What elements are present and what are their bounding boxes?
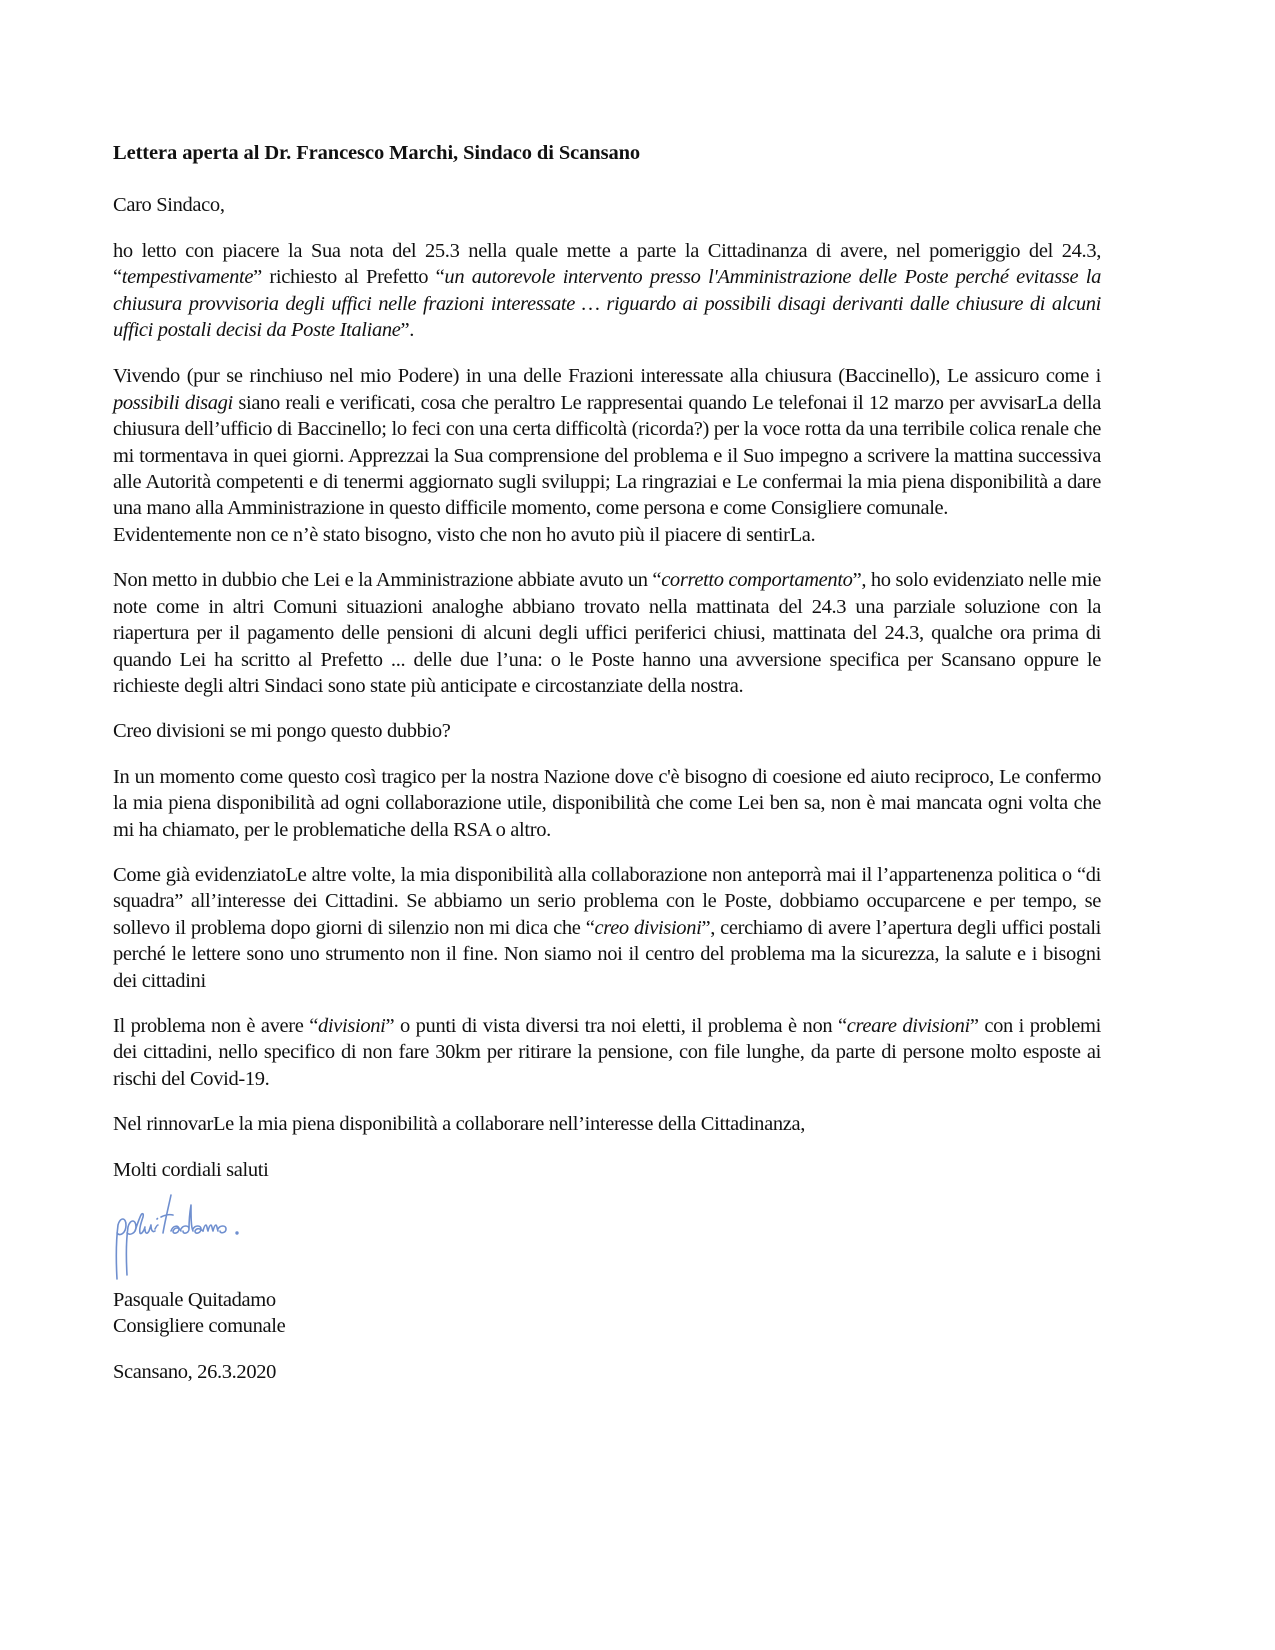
signer-name: Pasquale Quitadamo [113,1289,276,1311]
paragraph-7: Il problema non è avere “divisioni” o punti di vista diversi tra noi eletti, il problema è non “creare divisioni” con i problemi dei cittadini, nello specifico di non fare 30km per ritirare la pensione, con file lunghe, da parte di persone molto esposte ai rischi del Covid-19. [113,1014,1101,1090]
paragraph-1: ho letto con piacere la Sua nota del 25.3 nella quale mette a parte la Cittadinanza di avere, nel pomeriggio del 24.3, “tempestivamente” richiesto al Prefetto “un autorevole intervento presso l'Amministrazione delle Poste perché evitasse la chiusura provvisoria degli uffici nelle frazioni interessate … riguardo ai possibili disagi derivanti dalle chiusure di alcuni uffici postali decisi da Poste Italiane”. [113,239,1101,342]
paragraph-3: Non metto in dubbio che Lei e la Amministrazione abbiate avuto un “corretto comportamento”, ho solo evidenziato nelle mie note come in altri Comuni situazioni analoghe abbiano trovato nella mattinata del 24.3 una parziale soluzione con la riapertura per il pagamento delle pensioni di alcuni degli uffici periferici chiusi, mattinata del 24.3, qualche ora prima di quando Lei ha scritto al Prefetto ... delle due l’una: o le Poste hanno una avversione specifica per Scansano oppure le richieste degli altri Sindaci sono state più anticipate e circostanziate della nostra. [113,569,1101,697]
letter [113,140,1101,1404]
paragraph-4: Creo divisioni se mi pongo questo dubbio? [113,720,451,743]
letter-title: Lettera aperta al Dr. Francesco Marchi, Sindaco di Scansano [113,142,641,164]
paragraph-2-continuation: Evidentemente non ce n’è stato bisogno, visto che non ho avuto più il piacere di sentirLa. [113,523,816,546]
paragraph-2: Vivendo (pur se rinchiuso nel mio Podere) in una delle Frazioni interessate alla chiusura (Baccinello), Le assicuro come i possibili disagi siano reali e verificati, cosa che peraltro Le rappresentai quando Le telefonai il 12 marzo per avvisarLa della chiusura dell’ufficio di Baccinello; lo feci con una certa difficoltà (ricorda?) per la voce rotta da una terribile colica renale che mi tormentava in quei giorni. Apprezzai la Sua comprensione del problema e il Suo impegno a scrivere la mattina successiva alle Autorità competenti e di tenermi aggiornato sugli sviluppi; La ringraziai e Le confermai la mia piena disponibilità a dare una mano alla Amministrazione in questo difficile momento, come persona e come Consigliere comunale. [113,365,1101,520]
paragraph-5: In un momento come questo così tragico per la nostra Nazione dove c'è bisogno di coesione ed aiuto reciproco, Le confermo la mia piena disponibilità ad ogni collaborazione utile, disponibilità che come Lei ben sa, non è mai mancata ogni volta che mi ha chiamato, per le problematiche della RSA o altro. [113,765,1101,841]
signer-role: Consigliere comunale [113,1315,286,1338]
closing: Molti cordiali saluti [113,1158,269,1181]
salutation: Caro Sindaco, [113,194,225,217]
handwritten-signature-icon [113,1191,1101,1287]
paragraph-8: Nel rinnovarLe la mia piena disponibilità a collaborare nell’interesse della Cittadinanza, [113,1113,805,1136]
place-date: Scansano, 26.3.2020 [113,1360,277,1383]
signer-block [113,1287,1101,1340]
paragraph-6: Come già evidenziatoLe altre volte, la mia disponibilità alla collaborazione non anteporrà mai il l’appartenenza politica o “di squadra” all’interesse dei Cittadini. Se abbiamo un serio problema con le Poste, dobbiamo occuparcene e per tempo, se sollevo il problema dopo giorni di silenzio non mi dica che “creo divisioni”, cerchiamo di avere l’apertura degli uffici postali perché le lettere sono uno strumento non il fine. Non siamo noi il centro del problema ma la sicurezza, la salute e i bisogni dei cittadini [113,863,1102,992]
